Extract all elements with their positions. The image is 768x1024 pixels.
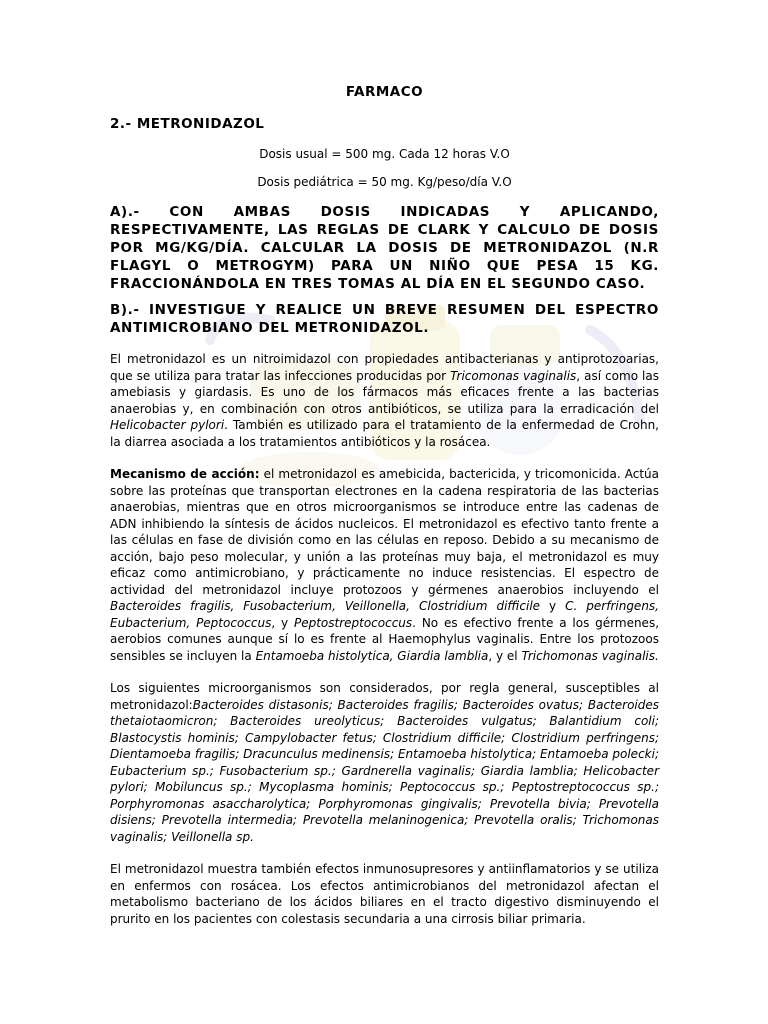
susceptible-organisms-paragraph: Los siguientes microorganismos son considerados, por regla general, susceptibles al metronidazol:Bacteroides distasonis; Bacteroides fragilis; Bacteroides ovatus; Bacteroides thetaiotaomicron; Bacteroides ureolyticus; Bacteroides vulgatus; Balantidium coli; Blastocystis hominis; Campylobacter fetus; Clostridium difficile; Clostridium perfringens; Dientamoeba fragilis; Dracunculus medinensis; Entamoeba histolytica; Entamoeba polecki; Eubacterium sp.; Fusobacterium sp.; Gardnerella vaginalis; Giardia lamblia; Helicobacter pylori; Mobiluncus sp.; Mycoplasma hominis; Peptococcus sp.; Peptostreptococcus sp.; Porphyromonas asaccharolytica; Porphyromonas gingivalis; Prevotella bivia; Prevotella disiens; Prevotella intermedia; Prevotella melaninogenica; Prevotella oralis; Trichomonas vaginalis; Veillonella sp. [110, 681, 659, 844]
effects-paragraph: El metronidazol muestra también efectos inmunosupresores y antiinflamatorios y se utiliza en enfermos con rosácea. Los efectos antimicrobianos del metronidazol afectan el metabolismo bacteriano de los ácidos biliares en el tracto digestivo disminuyendo el prurito en los pacientes con colestasis secundaria a una cirrosis biliar primaria. [110, 862, 659, 926]
drug-heading: 2.- METRONIDAZOL [110, 116, 265, 132]
usual-dose: Dosis usual = 500 mg. Cada 12 horas V.O [259, 147, 510, 161]
question-a: A).- CON AMBAS DOSIS INDICADAS Y APLICANDO, RESPECTIVAMENTE, LAS REGLAS DE CLARK Y CALCULO DE DOSIS POR MG/KG/DÍA. CALCULAR LA DOSIS DE METRONIDAZOL (N.R FLAGYL O METROGYM) PARA UN NIÑO QUE PESA 15 KG. FRACCIONÁNDOLA EN TRES TOMAS AL DÍA EN EL SEGUNDO CASO. [110, 204, 659, 292]
mechanism-paragraph: Mecanismo de acción: el metronidazol es amebicida, bactericida, y tricomonicida. Actúa sobre las proteínas que transportan electrones en la cadena respiratoria de las bacterias anaerobias, mientras que en otros microorganismos se introduce entre las cadenas de ADN inhibiendo la síntesis de ácidos nucleicos. El metronidazol es efectivo tanto frente a las células en fase de división como en las células en reposo. Debido a su mecanismo de acción, bajo peso molecular, y unión a las proteínas muy baja, el metronidazol es muy eficaz como antimicrobiano, y prácticamente no induce resistencias. El espectro de actividad del metronidazol incluye protozoos y gérmenes anaerobios incluyendo el Bacteroides fragilis, Fusobacterium, Veillonella, Clostridium difficile y C. perfringens, Eubacterium, Peptococcus, y Peptostreptococcus. No es efectivo frente a los gérmenes, aerobios comunes aunque sí lo es frente al Haemophylus vaginalis. Entre los protozoos sensibles se incluyen la Entamoeba histolytica, Giardia lamblia, y el Trichomonas vaginalis. [110, 467, 660, 663]
document-title: FARMACO [345, 84, 424, 100]
mechanism-label: Mecanismo de acción: [110, 467, 260, 481]
question-b: B).- INVESTIGUE Y REALICE UN BREVE RESUMEN DEL ESPECTRO ANTIMICROBIANO DEL METRONIDAZOL. [110, 302, 659, 336]
document-body [110, 84, 659, 943]
pediatric-dose: Dosis pediátrica = 50 mg. Kg/peso/día V.O [257, 175, 512, 189]
intro-paragraph: El metronidazol es un nitroimidazol con propiedades antibacterianas y antiprotozoarias, que se utiliza para tratar las infecciones producidas por Tricomonas vaginalis, así como las amebiasis y giardasis. Es uno de los fármacos más eficaces frente a las bacterias anaerobias y, en combinación con otros antibióticos, se utiliza para la erradicación del Helicobacter pylori. También es utilizado para el tratamiento de la enfermedad de Crohn, la diarrea asociada a los tratamientos antibióticos y la rosácea. [110, 352, 660, 449]
